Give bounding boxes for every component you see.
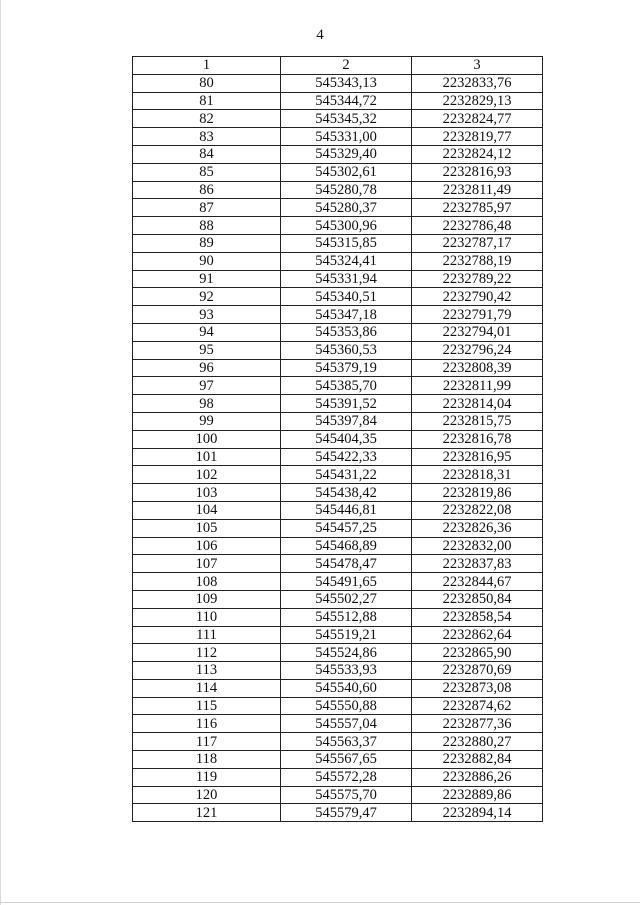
cell-y-coordinate: 2232815,75 <box>412 412 543 430</box>
cell-y-coordinate: 2232874,62 <box>412 697 543 715</box>
table-row <box>133 573 543 591</box>
cell-y-coordinate: 2232832,00 <box>412 537 543 555</box>
cell-x-coordinate: 545457,25 <box>281 519 412 537</box>
cell-x-coordinate: 545404,35 <box>281 430 412 448</box>
cell-x-coordinate: 545300,96 <box>281 217 412 235</box>
cell-x-coordinate: 545280,37 <box>281 199 412 217</box>
cell-y-coordinate: 2232789,22 <box>412 270 543 288</box>
table-row <box>133 697 543 715</box>
cell-point-number: 84 <box>133 145 281 163</box>
cell-x-coordinate: 545353,86 <box>281 323 412 341</box>
cell-point-number: 87 <box>133 199 281 217</box>
cell-y-coordinate: 2232844,67 <box>412 573 543 591</box>
cell-y-coordinate: 2232824,12 <box>412 145 543 163</box>
cell-y-coordinate: 2232833,76 <box>412 74 543 92</box>
cell-point-number: 107 <box>133 555 281 573</box>
cell-x-coordinate: 545579,47 <box>281 804 412 822</box>
cell-x-coordinate: 545397,84 <box>281 412 412 430</box>
cell-y-coordinate: 2232882,84 <box>412 751 543 769</box>
cell-point-number: 98 <box>133 395 281 413</box>
cell-x-coordinate: 545533,93 <box>281 662 412 680</box>
cell-point-number: 119 <box>133 768 281 786</box>
cell-point-number: 103 <box>133 484 281 502</box>
cell-point-number: 115 <box>133 697 281 715</box>
cell-point-number: 80 <box>133 74 281 92</box>
cell-point-number: 94 <box>133 323 281 341</box>
table-row <box>133 501 543 519</box>
table-row <box>133 92 543 110</box>
header-cell-point-number: 1 <box>133 57 281 75</box>
cell-point-number: 105 <box>133 519 281 537</box>
cell-point-number: 100 <box>133 430 281 448</box>
table-body <box>133 74 543 821</box>
header-cell-x-coordinate: 2 <box>281 57 412 75</box>
page-number: 4 <box>316 27 324 43</box>
page-bottom-edge <box>0 902 640 903</box>
cell-point-number: 113 <box>133 662 281 680</box>
cell-y-coordinate: 2232816,95 <box>412 448 543 466</box>
cell-point-number: 102 <box>133 466 281 484</box>
cell-point-number: 109 <box>133 590 281 608</box>
cell-point-number: 99 <box>133 412 281 430</box>
cell-x-coordinate: 545391,52 <box>281 395 412 413</box>
cell-x-coordinate: 545563,37 <box>281 733 412 751</box>
table-row <box>133 270 543 288</box>
cell-x-coordinate: 545422,33 <box>281 448 412 466</box>
table-row <box>133 679 543 697</box>
cell-y-coordinate: 2232816,78 <box>412 430 543 448</box>
cell-x-coordinate: 545379,19 <box>281 359 412 377</box>
cell-x-coordinate: 545385,70 <box>281 377 412 395</box>
cell-y-coordinate: 2232824,77 <box>412 110 543 128</box>
cell-point-number: 114 <box>133 679 281 697</box>
header-row <box>133 57 543 75</box>
cell-x-coordinate: 545524,86 <box>281 644 412 662</box>
table-row <box>133 590 543 608</box>
cell-y-coordinate: 2232850,84 <box>412 590 543 608</box>
cell-y-coordinate: 2232819,77 <box>412 128 543 146</box>
cell-point-number: 120 <box>133 786 281 804</box>
cell-point-number: 108 <box>133 573 281 591</box>
table-row <box>133 145 543 163</box>
cell-y-coordinate: 2232794,01 <box>412 323 543 341</box>
cell-point-number: 117 <box>133 733 281 751</box>
cell-y-coordinate: 2232787,17 <box>412 234 543 252</box>
cell-x-coordinate: 545360,53 <box>281 341 412 359</box>
cell-y-coordinate: 2232873,08 <box>412 679 543 697</box>
cell-y-coordinate: 2232889,86 <box>412 786 543 804</box>
table-row <box>133 768 543 786</box>
cell-y-coordinate: 2232814,04 <box>412 395 543 413</box>
cell-y-coordinate: 2232818,31 <box>412 466 543 484</box>
cell-point-number: 116 <box>133 715 281 733</box>
cell-y-coordinate: 2232894,14 <box>412 804 543 822</box>
table-row <box>133 644 543 662</box>
table-row <box>133 608 543 626</box>
cell-x-coordinate: 545557,04 <box>281 715 412 733</box>
table-row <box>133 448 543 466</box>
cell-x-coordinate: 545344,72 <box>281 92 412 110</box>
table-row <box>133 341 543 359</box>
table-row <box>133 181 543 199</box>
table-row <box>133 751 543 769</box>
cell-x-coordinate: 545324,41 <box>281 252 412 270</box>
cell-y-coordinate: 2232870,69 <box>412 662 543 680</box>
table-row <box>133 234 543 252</box>
cell-y-coordinate: 2232785,97 <box>412 199 543 217</box>
table-row <box>133 74 543 92</box>
table-row <box>133 288 543 306</box>
cell-x-coordinate: 545340,51 <box>281 288 412 306</box>
cell-x-coordinate: 545302,61 <box>281 163 412 181</box>
table-row <box>133 466 543 484</box>
table-row <box>133 430 543 448</box>
cell-x-coordinate: 545575,70 <box>281 786 412 804</box>
cell-y-coordinate: 2232829,13 <box>412 92 543 110</box>
cell-point-number: 97 <box>133 377 281 395</box>
table-row <box>133 662 543 680</box>
cell-x-coordinate: 545347,18 <box>281 306 412 324</box>
cell-point-number: 118 <box>133 751 281 769</box>
cell-point-number: 96 <box>133 359 281 377</box>
cell-point-number: 83 <box>133 128 281 146</box>
cell-y-coordinate: 2232811,49 <box>412 181 543 199</box>
cell-x-coordinate: 545491,65 <box>281 573 412 591</box>
cell-x-coordinate: 545512,88 <box>281 608 412 626</box>
cell-x-coordinate: 545438,42 <box>281 484 412 502</box>
table-row <box>133 199 543 217</box>
cell-x-coordinate: 545331,00 <box>281 128 412 146</box>
cell-y-coordinate: 2232822,08 <box>412 501 543 519</box>
table-row <box>133 359 543 377</box>
cell-x-coordinate: 545519,21 <box>281 626 412 644</box>
cell-point-number: 81 <box>133 92 281 110</box>
cell-x-coordinate: 545567,65 <box>281 751 412 769</box>
cell-x-coordinate: 545280,78 <box>281 181 412 199</box>
cell-x-coordinate: 545431,22 <box>281 466 412 484</box>
cell-point-number: 92 <box>133 288 281 306</box>
cell-y-coordinate: 2232811,99 <box>412 377 543 395</box>
cell-point-number: 85 <box>133 163 281 181</box>
cell-x-coordinate: 545345,32 <box>281 110 412 128</box>
cell-x-coordinate: 545468,89 <box>281 537 412 555</box>
cell-y-coordinate: 2232858,54 <box>412 608 543 626</box>
table-row <box>133 804 543 822</box>
cell-point-number: 90 <box>133 252 281 270</box>
cell-y-coordinate: 2232862,64 <box>412 626 543 644</box>
cell-y-coordinate: 2232816,93 <box>412 163 543 181</box>
table-row <box>133 377 543 395</box>
table-row <box>133 555 543 573</box>
cell-y-coordinate: 2232837,83 <box>412 555 543 573</box>
table-row <box>133 163 543 181</box>
cell-point-number: 89 <box>133 234 281 252</box>
cell-x-coordinate: 545572,28 <box>281 768 412 786</box>
cell-point-number: 106 <box>133 537 281 555</box>
cell-y-coordinate: 2232788,19 <box>412 252 543 270</box>
cell-point-number: 111 <box>133 626 281 644</box>
cell-y-coordinate: 2232880,27 <box>412 733 543 751</box>
table-row <box>133 128 543 146</box>
cell-point-number: 91 <box>133 270 281 288</box>
cell-y-coordinate: 2232791,79 <box>412 306 543 324</box>
cell-point-number: 112 <box>133 644 281 662</box>
cell-point-number: 82 <box>133 110 281 128</box>
cell-y-coordinate: 2232786,48 <box>412 217 543 235</box>
table-row <box>133 537 543 555</box>
cell-x-coordinate: 545540,60 <box>281 679 412 697</box>
cell-x-coordinate: 545446,81 <box>281 501 412 519</box>
cell-x-coordinate: 545329,40 <box>281 145 412 163</box>
table-row <box>133 519 543 537</box>
cell-y-coordinate: 2232819,86 <box>412 484 543 502</box>
table-row <box>133 715 543 733</box>
cell-y-coordinate: 2232865,90 <box>412 644 543 662</box>
coordinates-table <box>132 56 543 822</box>
cell-point-number: 101 <box>133 448 281 466</box>
cell-y-coordinate: 2232796,24 <box>412 341 543 359</box>
cell-point-number: 93 <box>133 306 281 324</box>
table-row <box>133 484 543 502</box>
table-row <box>133 395 543 413</box>
cell-y-coordinate: 2232877,36 <box>412 715 543 733</box>
cell-y-coordinate: 2232886,26 <box>412 768 543 786</box>
cell-point-number: 95 <box>133 341 281 359</box>
table-row <box>133 626 543 644</box>
table-row <box>133 306 543 324</box>
table-row <box>133 733 543 751</box>
cell-y-coordinate: 2232790,42 <box>412 288 543 306</box>
cell-y-coordinate: 2232826,36 <box>412 519 543 537</box>
header-cell-y-coordinate: 3 <box>412 57 543 75</box>
cell-point-number: 86 <box>133 181 281 199</box>
table-row <box>133 252 543 270</box>
table-row <box>133 217 543 235</box>
page-left-edge <box>0 0 1 905</box>
cell-x-coordinate: 545502,27 <box>281 590 412 608</box>
cell-point-number: 88 <box>133 217 281 235</box>
table-row <box>133 323 543 341</box>
table-row <box>133 110 543 128</box>
table-row <box>133 786 543 804</box>
cell-x-coordinate: 545331,94 <box>281 270 412 288</box>
cell-point-number: 110 <box>133 608 281 626</box>
table-row <box>133 412 543 430</box>
cell-x-coordinate: 545478,47 <box>281 555 412 573</box>
cell-x-coordinate: 545343,13 <box>281 74 412 92</box>
cell-x-coordinate: 545550,88 <box>281 697 412 715</box>
cell-y-coordinate: 2232808,39 <box>412 359 543 377</box>
cell-point-number: 104 <box>133 501 281 519</box>
cell-point-number: 121 <box>133 804 281 822</box>
table-header <box>133 57 543 75</box>
cell-x-coordinate: 545315,85 <box>281 234 412 252</box>
